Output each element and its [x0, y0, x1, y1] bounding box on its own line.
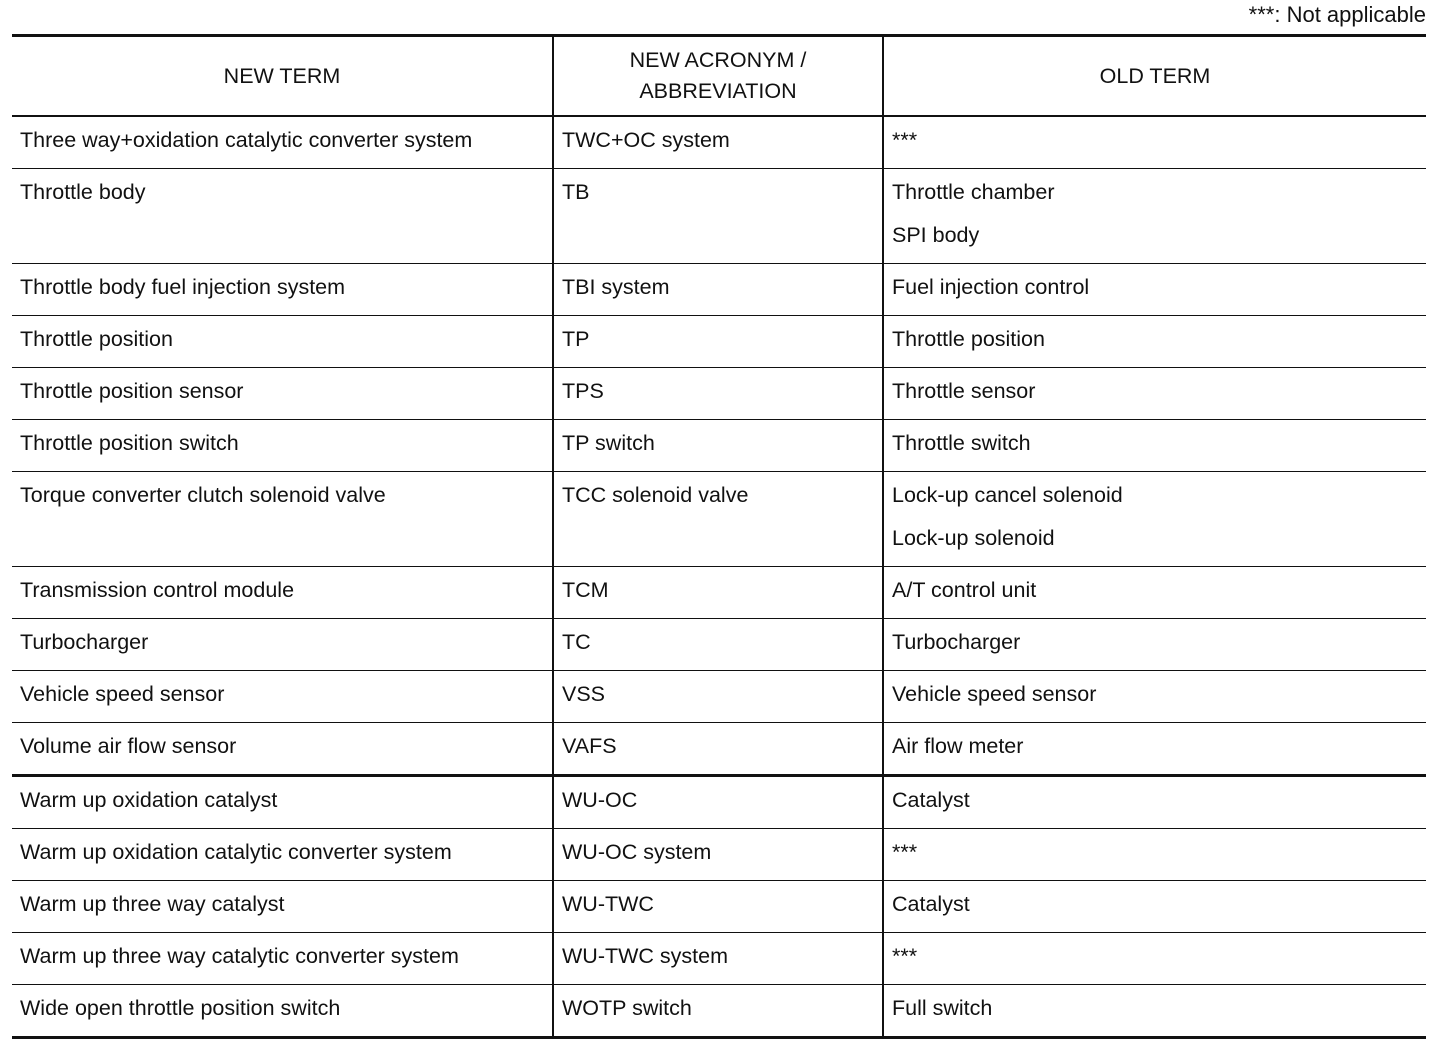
- old-term-text: Throttle chamber: [892, 180, 1055, 204]
- old-term-text: ***: [892, 944, 918, 968]
- old-term-text: SPI body: [892, 223, 980, 247]
- new-term-text: Transmission control module: [20, 578, 295, 602]
- acronym-text: TBI system: [562, 275, 670, 299]
- old-term-text: Lock-up solenoid: [892, 526, 1055, 550]
- old-term-cell: [883, 723, 1426, 776]
- acronym-text: WU-TWC system: [562, 944, 728, 968]
- new-term-cell: [12, 472, 553, 567]
- table-row: [12, 619, 1426, 671]
- old-term-cell: [883, 671, 1426, 723]
- new-term-cell: [12, 881, 553, 933]
- new-term-cell: [12, 169, 553, 264]
- old-term-cell: [883, 472, 1426, 567]
- acronym-text: WOTP switch: [562, 996, 692, 1020]
- old-term-cell: [883, 776, 1426, 829]
- table-row: [12, 264, 1426, 316]
- header-old-term: OLD TERM: [883, 36, 1426, 117]
- acronym-cell: [553, 723, 883, 776]
- acronym-cell: [553, 264, 883, 316]
- table-row: [12, 723, 1426, 776]
- acronym-cell: [553, 671, 883, 723]
- header-acronym: [553, 36, 883, 117]
- table-row: [12, 316, 1426, 368]
- new-term-text: Throttle position switch: [20, 431, 239, 455]
- old-term-text: Catalyst: [892, 788, 970, 812]
- acronym-cell: [553, 567, 883, 619]
- table-row: [12, 420, 1426, 472]
- acronym-text: VSS: [562, 682, 606, 706]
- acronym-cell: [553, 619, 883, 671]
- new-term-cell: [12, 829, 553, 881]
- new-term-cell: [12, 368, 553, 420]
- old-term-cell: [883, 368, 1426, 420]
- new-term-cell: [12, 316, 553, 368]
- new-term-text: Warm up three way catalyst: [20, 892, 285, 916]
- old-term-text: Full switch: [892, 996, 993, 1020]
- acronym-cell: [553, 985, 883, 1038]
- table-row: [12, 472, 1426, 567]
- old-term-text: Air flow meter: [892, 734, 1024, 758]
- table-row: [12, 567, 1426, 619]
- old-term-text: Fuel injection control: [892, 275, 1090, 299]
- old-term-text: Vehicle speed sensor: [892, 682, 1097, 706]
- acronym-text: TWC+OC system: [562, 128, 730, 152]
- new-term-cell: [12, 420, 553, 472]
- acronym-cell: [553, 116, 883, 169]
- table-row: [12, 169, 1426, 264]
- table-row: [12, 881, 1426, 933]
- old-term-text: ***: [892, 128, 918, 152]
- acronym-text: TCM: [562, 578, 609, 602]
- new-term-text: Throttle body fuel injection system: [20, 275, 346, 299]
- old-term-text: A/T control unit: [892, 578, 1037, 602]
- acronym-cell: [553, 420, 883, 472]
- acronym-text: TCC solenoid valve: [562, 483, 749, 507]
- acronym-cell: [553, 829, 883, 881]
- new-term-cell: [12, 116, 553, 169]
- acronym-cell: [553, 316, 883, 368]
- header-acronym-line1: NEW ACRONYM /: [629, 48, 807, 72]
- old-term-cell: [883, 881, 1426, 933]
- old-term-text: Turbocharger: [892, 630, 1021, 654]
- terminology-table: [12, 34, 1426, 1039]
- table-row: [12, 671, 1426, 723]
- new-term-text: Vehicle speed sensor: [20, 682, 225, 706]
- table-row: [12, 368, 1426, 420]
- new-term-cell: [12, 723, 553, 776]
- acronym-text: TB: [562, 180, 590, 204]
- old-term-cell: [883, 619, 1426, 671]
- acronym-cell: [553, 776, 883, 829]
- old-term-cell: [883, 420, 1426, 472]
- old-term-text: Throttle position: [892, 327, 1045, 351]
- new-term-text: Torque converter clutch solenoid valve: [20, 483, 386, 507]
- table-row: [12, 985, 1426, 1038]
- acronym-text: TP: [562, 327, 590, 351]
- acronym-cell: [553, 881, 883, 933]
- acronym-cell: [553, 472, 883, 567]
- acronym-text: WU-OC system: [562, 840, 712, 864]
- acronym-cell: [553, 368, 883, 420]
- new-term-cell: [12, 933, 553, 985]
- acronym-text: WU-OC: [562, 788, 638, 812]
- new-term-text: Three way+oxidation catalytic converter system: [20, 128, 473, 152]
- not-applicable-note: ***: Not applicable: [1248, 2, 1426, 27]
- old-term-text: ***: [892, 840, 918, 864]
- old-term-cell: [883, 985, 1426, 1038]
- new-term-text: Throttle position: [20, 327, 173, 351]
- new-term-text: Throttle position sensor: [20, 379, 244, 403]
- table-row: [12, 776, 1426, 829]
- acronym-cell: [553, 933, 883, 985]
- old-term-cell: [883, 829, 1426, 881]
- new-term-cell: [12, 619, 553, 671]
- new-term-text: Warm up three way catalytic converter system: [20, 944, 459, 968]
- new-term-text: Turbocharger: [20, 630, 149, 654]
- old-term-text: Lock-up cancel solenoid: [892, 483, 1123, 507]
- old-term-text: Throttle sensor: [892, 379, 1036, 403]
- acronym-text: WU-TWC: [562, 892, 654, 916]
- old-term-cell: [883, 316, 1426, 368]
- new-term-cell: [12, 985, 553, 1038]
- old-term-cell: [883, 567, 1426, 619]
- new-term-text: Volume air flow sensor: [20, 734, 237, 758]
- old-term-text: Catalyst: [892, 892, 970, 916]
- new-term-cell: [12, 776, 553, 829]
- header-acronym-line2: ABBREVIATION: [639, 79, 797, 103]
- new-term-text: Warm up oxidation catalyst: [20, 788, 278, 812]
- new-term-cell: [12, 264, 553, 316]
- new-term-cell: [12, 671, 553, 723]
- old-term-cell: [883, 264, 1426, 316]
- acronym-text: TC: [562, 630, 591, 654]
- old-term-cell: [883, 933, 1426, 985]
- acronym-cell: [553, 169, 883, 264]
- new-term-text: Warm up oxidation catalytic converter system: [20, 840, 452, 864]
- acronym-text: TP switch: [562, 431, 655, 455]
- old-term-text: Throttle switch: [892, 431, 1031, 455]
- new-term-cell: [12, 567, 553, 619]
- table-row: [12, 933, 1426, 985]
- header-new-term: NEW TERM: [12, 36, 553, 117]
- acronym-text: TPS: [562, 379, 604, 403]
- table-row: [12, 116, 1426, 169]
- table-row: [12, 829, 1426, 881]
- new-term-text: Throttle body: [20, 180, 146, 204]
- table-header-row: [12, 36, 1426, 117]
- new-term-text: Wide open throttle position switch: [20, 996, 341, 1020]
- old-term-cell: [883, 169, 1426, 264]
- acronym-text: VAFS: [562, 734, 617, 758]
- old-term-cell: [883, 116, 1426, 169]
